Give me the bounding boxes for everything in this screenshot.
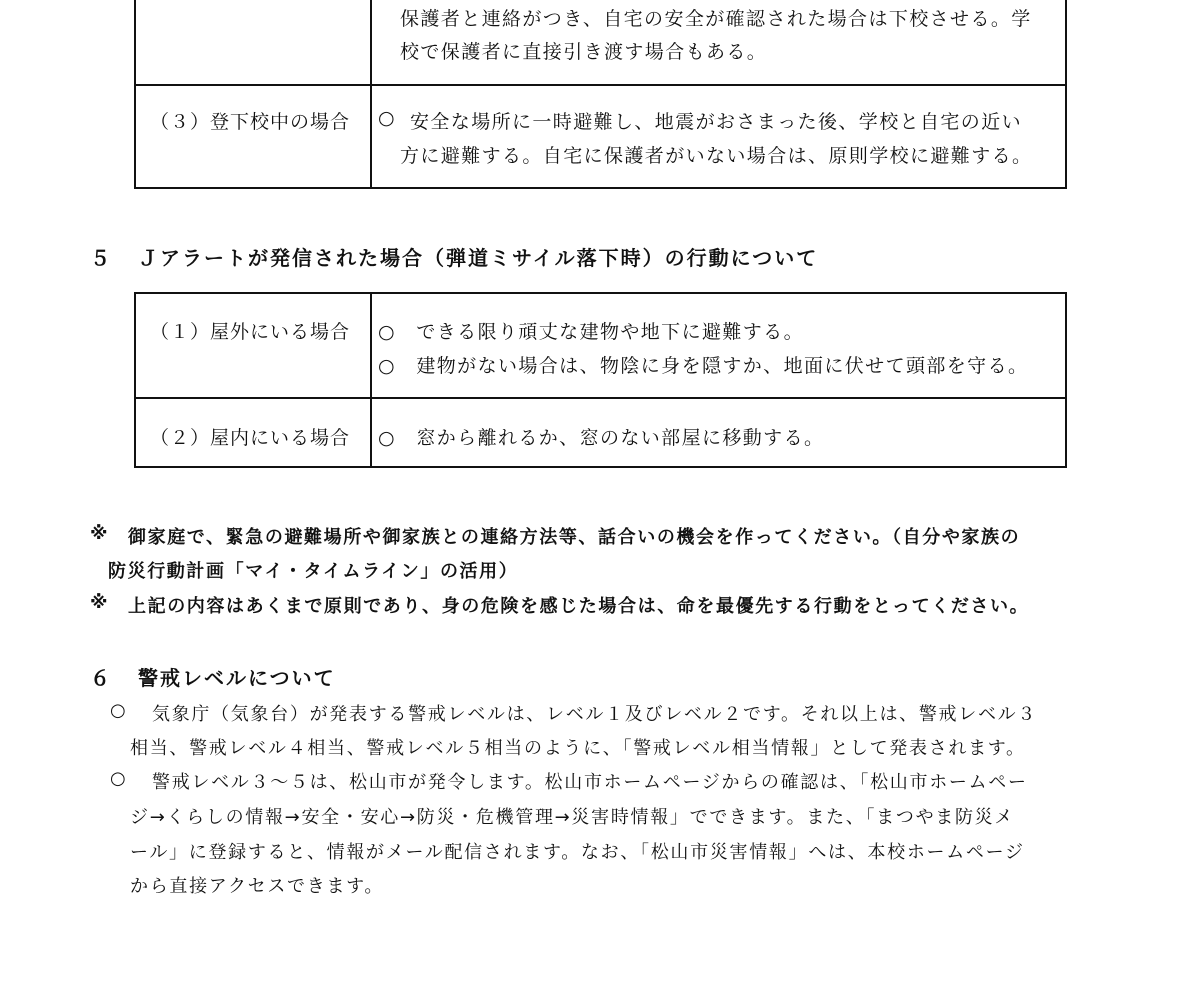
note-text: 御家庭で、緊急の避難場所や御家族との連絡方法等、話合いの機会を作ってください。（自分や家族の xyxy=(128,527,1021,548)
paragraph-line: ール」に登録すると、情報がメール配信されます。なお、「松山市災害情報」へは、本校ホームページ xyxy=(130,842,1025,863)
paragraph-line: ジ→くらしの情報→安全・安心→防災・危機管理→災害時情報」でできます。また、「まつやま防災メ xyxy=(130,807,1015,828)
table-row xyxy=(136,397,1065,466)
table-row xyxy=(136,294,1065,397)
row-content-cell xyxy=(372,399,1065,466)
row-label-cell xyxy=(136,294,372,397)
bullet-circle: ○ xyxy=(110,700,128,721)
table-row xyxy=(136,0,1065,84)
row-content-cell xyxy=(372,0,1065,84)
section-title: Ｊアラートが発信された場合（弾道ミサイル落下時）の行動について xyxy=(138,246,819,270)
note-mark: ※ xyxy=(90,592,110,613)
table-row xyxy=(136,84,1065,187)
row-label-cell xyxy=(136,399,372,466)
note-mark: ※ xyxy=(90,523,110,544)
row-content-cell xyxy=(372,86,1065,187)
bullet-circle: ○ xyxy=(378,107,395,129)
row-label-cell xyxy=(136,0,372,84)
note-text: 上記の内容はあくまで原則であり、身の危険を感じた場合は、命を最優先する行動をとってください。 xyxy=(128,596,1030,617)
paragraph-line: 気象庁（気象台）が発表する警戒レベルは、レベル１及びレベル２です。それ以上は、警戒レベル３ xyxy=(152,704,1038,725)
row-label: （３）登下校中の場合 xyxy=(150,111,351,133)
section5-table xyxy=(134,292,1067,468)
content-line: ○ 建物がない場合は、物陰に身を隠すか、地面に伏せて頭部を守る。 xyxy=(378,355,1029,377)
row-label: （２）屋内にいる場合 xyxy=(150,427,351,449)
row-label: （１）屋外にいる場合 xyxy=(150,321,351,343)
content-line: 校で保護者に直接引き渡す場合もある。 xyxy=(400,41,768,63)
row-label-cell xyxy=(136,86,372,187)
bullet-circle: ○ xyxy=(110,768,128,789)
content-line: 保護者と連絡がつき、自宅の安全が確認された場合は下校させる。学 xyxy=(400,8,1032,30)
section4-table xyxy=(134,0,1067,189)
content-line: 安全な場所に一時避難し、地震がおさまった後、学校と自宅の近い xyxy=(410,111,1023,133)
content-line: ○ できる限り頑丈な建物や地下に避難する。 xyxy=(378,321,804,343)
content-line: 方に避難する。自宅に保護者がいない場合は、原則学校に避難する。 xyxy=(400,145,1033,167)
paragraph-line: 相当、警戒レベル４相当、警戒レベル５相当のように、「警戒レベル相当情報」として発表されます。 xyxy=(130,738,1026,759)
section5-heading xyxy=(90,242,818,271)
content-line: ○ 窓から離れるか、窓のない部屋に移動する。 xyxy=(378,427,825,449)
section-number: ６ xyxy=(90,666,112,690)
section6-heading xyxy=(90,662,336,691)
row-content-cell xyxy=(372,294,1065,397)
section-number: ５ xyxy=(90,246,112,270)
paragraph-line: から直接アクセスできます。 xyxy=(130,876,385,897)
section-title: 警戒レベルについて xyxy=(138,666,336,690)
paragraph-line: 警戒レベル３～５は、松山市が発令します。松山市ホームページからの確認は、「松山市ホームペー xyxy=(152,772,1028,793)
note-text: 防災行動計画「マイ・タイムライン」の活用） xyxy=(108,561,519,582)
